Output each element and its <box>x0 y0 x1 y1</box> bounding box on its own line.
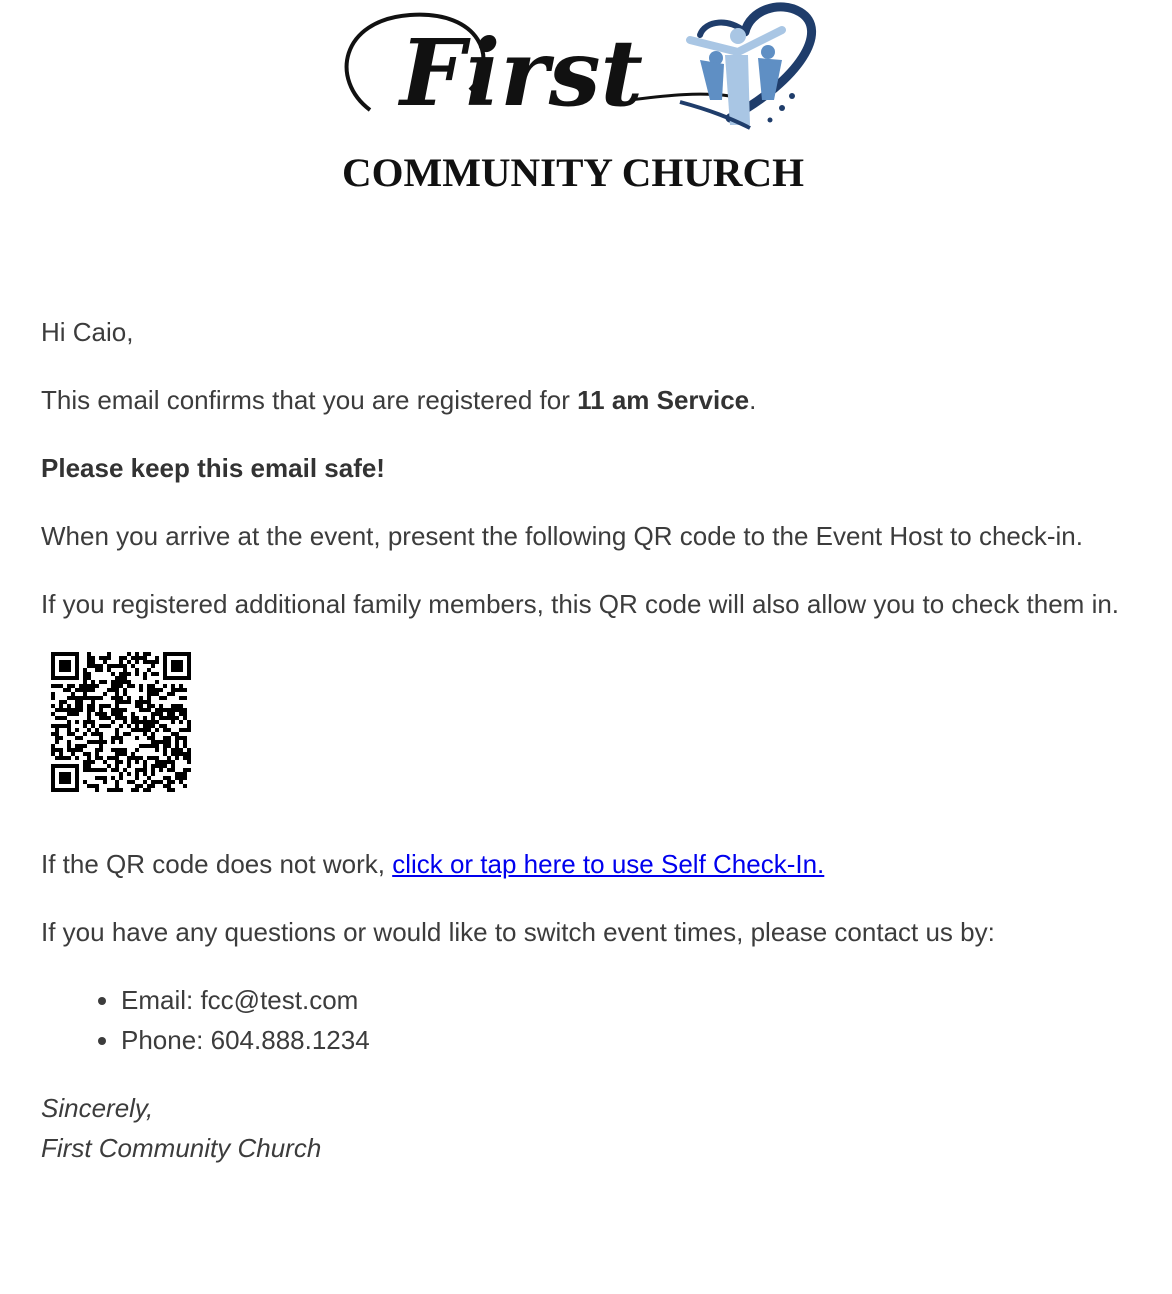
arrival-instructions: When you arrive at the event, present the following QR code to the Event Host to check-in. <box>41 521 1083 551</box>
qr-code-icon <box>51 652 191 792</box>
heart-figures-icon <box>680 7 812 128</box>
fallback-prefix: If the QR code does not work, <box>41 849 393 879</box>
church-logo <box>330 0 830 200</box>
logo-title: First <box>400 19 644 127</box>
keep-safe-text: Please keep this email safe! <box>41 453 385 483</box>
contact-phone: • Phone: 604.888.1234 <box>121 1020 1131 1060</box>
keep-safe-notice <box>41 448 1131 488</box>
logo-subtitle: COMMUNITY CHURCH <box>342 150 804 195</box>
event-name: 11 am Service <box>577 385 750 415</box>
questions-text: If you have any questions or would like to switch event times, please contact us by: <box>41 917 995 947</box>
confirmation-text <box>41 380 1131 420</box>
email-body <box>41 312 1131 1168</box>
greeting: Hi Caio, <box>41 317 134 347</box>
confirmation-suffix: . <box>749 385 757 415</box>
contact-list <box>41 980 1131 1060</box>
signoff <box>41 1088 1131 1168</box>
confirmation-prefix: This email confirms that you are registered for <box>41 385 578 415</box>
contact-email: • Email: fcc@test.com <box>121 980 1131 1020</box>
family-instructions: If you registered additional family members, this QR code will also allow you to check them in. <box>41 589 1120 619</box>
signoff-sender: First Community Church <box>41 1133 322 1163</box>
signoff-line: Sincerely, <box>41 1093 154 1123</box>
self-check-in-link[interactable]: click or tap here to use Self Check-In. <box>392 849 825 879</box>
fallback-text <box>41 844 1131 884</box>
